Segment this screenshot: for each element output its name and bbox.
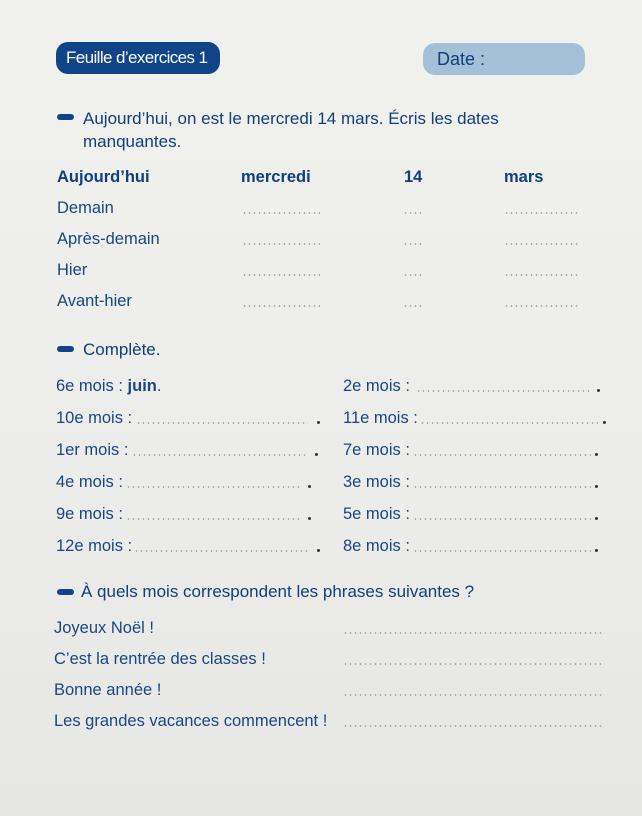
bullet-dash-icon (57, 589, 74, 595)
apres-demain-day-blank[interactable] (403, 243, 423, 245)
period (317, 421, 320, 424)
avant-hier-month-blank[interactable] (504, 305, 578, 307)
month-3-label: 3e mois : (343, 473, 410, 491)
header-day: 14 (404, 168, 423, 186)
exercise1-instruction-line2: manquantes. (83, 132, 182, 151)
hier-weekday-blank[interactable] (242, 274, 320, 276)
phrase-grandes-vacances-blank[interactable] (343, 725, 605, 727)
example-month-6 (56, 377, 161, 396)
month-8-label: 8e mois : (343, 537, 410, 555)
month-4-blank[interactable] (126, 486, 302, 488)
example-label: 6e mois : (56, 377, 128, 395)
header-today: Aujourd’hui (57, 168, 150, 186)
phrase-bonne-annee: Bonne année ! (54, 681, 162, 699)
month-4-label: 4e mois : (56, 473, 123, 491)
row-label-demain: Demain (57, 199, 114, 217)
row-label-hier: Hier (57, 261, 88, 279)
avant-hier-day-blank[interactable] (403, 305, 423, 307)
hier-day-blank[interactable] (403, 274, 423, 276)
demain-month-blank[interactable] (504, 212, 578, 214)
example-suffix: . (156, 377, 162, 395)
demain-day-blank[interactable] (403, 212, 423, 214)
phrase-rentree: C’est la rentrée des classes ! (54, 650, 266, 668)
period (317, 549, 320, 552)
date-label: Date : (437, 49, 486, 69)
exercise3-instruction: À quels mois correspondent les phrases suivantes ? (81, 582, 475, 601)
phrase-noel-blank[interactable] (343, 632, 605, 634)
month-11-label: 11e mois : (343, 409, 418, 427)
month-12-label: 12e mois : (56, 537, 133, 555)
row-label-avant-hier: Avant-hier (57, 292, 132, 310)
month-10-blank[interactable] (136, 422, 308, 424)
phrase-noel: Joyeux Noël ! (54, 619, 154, 637)
apres-demain-month-blank[interactable] (504, 243, 578, 245)
bullet-dash-icon (57, 114, 74, 120)
date-field[interactable] (423, 43, 585, 75)
month-8-blank[interactable] (413, 550, 591, 552)
period (603, 421, 606, 424)
hier-month-blank[interactable] (504, 274, 578, 276)
month-12-blank[interactable] (134, 550, 310, 552)
month-9-label: 9e mois : (56, 505, 123, 523)
period (315, 453, 318, 456)
month-1-blank[interactable] (132, 454, 308, 456)
exercise2-instruction: Complète. (83, 340, 161, 359)
demain-weekday-blank[interactable] (242, 212, 320, 214)
month-5-label: 5e mois : (343, 505, 410, 523)
period (595, 549, 598, 552)
month-7-blank[interactable] (413, 454, 591, 456)
bullet-dash-icon (57, 346, 74, 352)
month-3-blank[interactable] (413, 486, 591, 488)
example-answer: juin (127, 377, 157, 395)
period (308, 485, 311, 488)
phrase-grandes-vacances: Les grandes vacances commencent ! (54, 712, 328, 730)
worksheet-title-badge (56, 42, 220, 74)
apres-demain-weekday-blank[interactable] (242, 243, 320, 245)
month-7-label: 7e mois : (343, 441, 410, 459)
period (595, 453, 598, 456)
month-11-blank[interactable] (420, 422, 598, 424)
month-10-label: 10e mois : (56, 409, 133, 427)
exercise1-instruction-line1: Aujourd’hui, on est le mercredi 14 mars. Écris les dates (83, 109, 499, 128)
worksheet-title: Feuille d’exercices 1 (66, 48, 208, 67)
month-2-blank[interactable] (416, 390, 592, 392)
month-9-blank[interactable] (126, 518, 302, 520)
month-2-label: 2e mois : (343, 377, 410, 395)
header-month: mars (504, 168, 544, 186)
avant-hier-weekday-blank[interactable] (242, 305, 320, 307)
phrase-bonne-annee-blank[interactable] (343, 694, 605, 696)
row-label-apres-demain: Après-demain (57, 230, 160, 248)
period (595, 485, 598, 488)
month-5-blank[interactable] (413, 518, 591, 520)
period (597, 389, 600, 392)
period (595, 517, 598, 520)
period (308, 517, 311, 520)
header-weekday: mercredi (241, 168, 311, 186)
month-1-label: 1er mois : (56, 441, 129, 459)
phrase-rentree-blank[interactable] (343, 663, 605, 665)
